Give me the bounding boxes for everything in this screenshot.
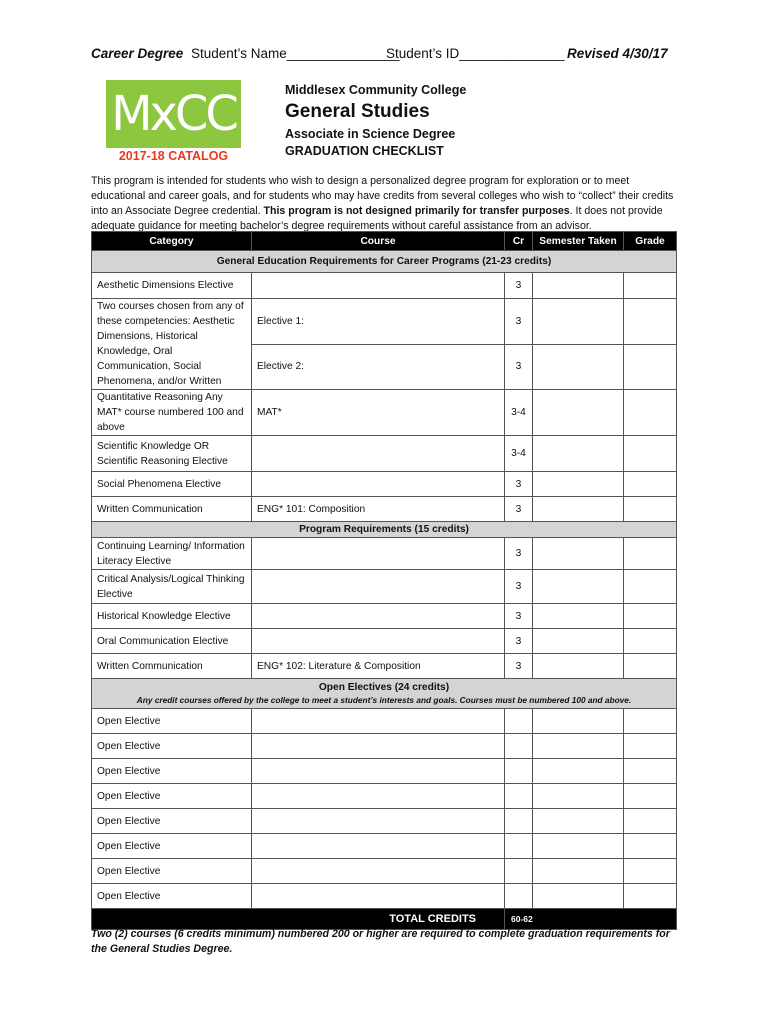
intro-text-bold: This program is not designed primarily for transfer purposes — [263, 205, 570, 217]
table-row — [92, 859, 677, 884]
row-semester[interactable] — [533, 759, 624, 784]
row-grade[interactable] — [624, 629, 677, 654]
row-semester[interactable] — [533, 629, 624, 654]
row-cr[interactable] — [505, 884, 533, 909]
row-cr: 3-4 — [505, 436, 533, 472]
row-course[interactable] — [252, 709, 505, 734]
row-course[interactable] — [252, 436, 505, 472]
row-semester[interactable] — [533, 654, 624, 679]
intro-paragraph — [91, 174, 681, 234]
row-course[interactable]: MAT* — [252, 390, 505, 436]
row-course[interactable] — [252, 629, 505, 654]
table-row — [92, 809, 677, 834]
row-course[interactable] — [252, 809, 505, 834]
table-row — [92, 299, 677, 345]
career-degree-label: Career Degree — [91, 46, 184, 61]
row-semester[interactable] — [533, 834, 624, 859]
row-semester[interactable] — [533, 604, 624, 629]
table-row — [92, 759, 677, 784]
open-electives-header — [92, 679, 677, 709]
row-cr: 3 — [505, 538, 533, 570]
row-course[interactable]: ENG* 102: Literature & Composition — [252, 654, 505, 679]
row-category: Written Communication — [92, 497, 252, 522]
row-course[interactable] — [252, 859, 505, 884]
row-semester[interactable] — [533, 273, 624, 299]
row-grade[interactable] — [624, 734, 677, 759]
row-grade[interactable] — [624, 273, 677, 299]
degree-type: Associate in Science Degree — [285, 127, 456, 141]
footnote: Two (2) courses (6 credits minimum) numbered 200 or higher are required to complete graduation requirements for the General Studies Degree. — [91, 928, 670, 955]
row-category: Historical Knowledge Elective — [92, 604, 252, 629]
col-grade: Grade — [624, 232, 677, 251]
open-electives-title: Open Electives (24 credits) — [318, 681, 450, 693]
table-row — [92, 273, 677, 299]
row-course[interactable]: Elective 2: — [252, 344, 505, 390]
row-semester[interactable] — [533, 299, 624, 345]
row-grade[interactable] — [624, 784, 677, 809]
row-semester[interactable] — [533, 709, 624, 734]
table-row — [92, 734, 677, 759]
table-row — [92, 472, 677, 497]
row-semester[interactable] — [533, 809, 624, 834]
row-grade[interactable] — [624, 859, 677, 884]
row-category: Aesthetic Dimensions Elective — [92, 273, 252, 299]
table-row — [92, 784, 677, 809]
row-semester[interactable] — [533, 859, 624, 884]
row-semester[interactable] — [533, 436, 624, 472]
row-category: Open Elective — [92, 784, 252, 809]
row-semester[interactable] — [533, 497, 624, 522]
col-cr: Cr — [505, 232, 533, 251]
row-category: Open Elective — [92, 759, 252, 784]
row-grade[interactable] — [624, 709, 677, 734]
row-course[interactable]: Elective 1: — [252, 299, 505, 345]
row-category: Written Communication — [92, 654, 252, 679]
row-course[interactable] — [252, 538, 505, 570]
row-semester[interactable] — [533, 884, 624, 909]
open-electives-note: Any credit courses offered by the college to meet a student’s interests and goals. Courses must be numbered 100 and above. — [136, 694, 632, 705]
logo-text: MxCC — [111, 86, 236, 142]
row-course[interactable] — [252, 834, 505, 859]
row-course[interactable] — [252, 472, 505, 497]
student-id-field[interactable]: Student’s ID______________ — [386, 46, 565, 61]
row-category: Critical Analysis/Logical Thinking Elective — [92, 570, 252, 604]
row-course[interactable]: ENG* 101: Composition — [252, 497, 505, 522]
row-semester[interactable] — [533, 390, 624, 436]
row-category: Oral Communication Elective — [92, 629, 252, 654]
total-label: TOTAL CREDITS — [92, 909, 505, 930]
checklist-table — [91, 231, 677, 930]
row-cr[interactable] — [505, 834, 533, 859]
row-cr[interactable] — [505, 709, 533, 734]
college-name: Middlesex Community College — [285, 83, 467, 97]
row-cr: 3 — [505, 299, 533, 345]
row-grade[interactable] — [624, 299, 677, 345]
row-cr: 3 — [505, 344, 533, 390]
table-row — [92, 390, 677, 436]
row-category: Open Elective — [92, 834, 252, 859]
row-cr: 3 — [505, 273, 533, 299]
row-course[interactable] — [252, 884, 505, 909]
col-course: Course — [252, 232, 505, 251]
table-row — [92, 834, 677, 859]
row-cr: 3 — [505, 654, 533, 679]
row-grade[interactable] — [624, 390, 677, 436]
row-cr[interactable] — [505, 809, 533, 834]
program-title: General Studies — [285, 101, 430, 122]
catalog-year: 2017-18 CATALOG — [118, 149, 229, 163]
table-row — [92, 709, 677, 734]
checklist-title: GRADUATION CHECKLIST — [285, 144, 444, 158]
row-category: Continuing Learning/ Information Literacy Elective — [92, 538, 252, 570]
col-semester: Semester Taken — [533, 232, 624, 251]
table-row — [92, 629, 677, 654]
row-grade[interactable] — [624, 344, 677, 390]
row-cr: 3 — [505, 472, 533, 497]
col-category: Category — [92, 232, 252, 251]
row-cr: 3-4 — [505, 390, 533, 436]
row-category: Open Elective — [92, 709, 252, 734]
row-semester[interactable] — [533, 344, 624, 390]
table-row — [92, 654, 677, 679]
row-semester[interactable] — [533, 570, 624, 604]
row-category: Open Elective — [92, 809, 252, 834]
row-grade[interactable] — [624, 759, 677, 784]
row-cr[interactable] — [505, 734, 533, 759]
row-course[interactable] — [252, 784, 505, 809]
row-cr: 3 — [505, 570, 533, 604]
row-category: Quantitative Reasoning Any MAT* course numbered 100 and above — [92, 390, 252, 436]
total-value: 60-62 — [505, 909, 677, 930]
student-name-field[interactable]: Student’s Name_______________ — [191, 46, 400, 61]
row-cr: 3 — [505, 497, 533, 522]
table-row — [92, 436, 677, 472]
row-grade[interactable] — [624, 884, 677, 909]
intro-text-2: . It does not provide adequate guidance for meeting bachelor’s degree requirements without careful assistance from an advisor. — [91, 205, 663, 232]
row-semester[interactable] — [533, 784, 624, 809]
row-course[interactable] — [252, 734, 505, 759]
row-grade[interactable] — [624, 472, 677, 497]
row-grade[interactable] — [624, 809, 677, 834]
table-row — [92, 604, 677, 629]
gen-ed-header: General Education Requirements for Career Programs (21-23 credits) — [92, 251, 677, 273]
table-row — [92, 884, 677, 909]
row-grade[interactable] — [624, 570, 677, 604]
row-category: Scientific Knowledge OR Scientific Reasoning Elective — [92, 436, 252, 472]
revised-date: Revised 4/30/17 — [567, 46, 668, 61]
mxcc-logo — [106, 80, 241, 148]
intro-text-1: This program is intended for students who wish to design a personalized degree program for exploration or to meet educational and career goals, and for students who may have credits from several colleges who wish to “collect” their credits into an Associate Degree credential. — [91, 175, 674, 217]
row-category: Two courses chosen from any of these competencies: Aesthetic Dimensions, Historical Knowledge, Oral Communication, Social Phenomena, and/or Written — [92, 299, 252, 390]
row-grade[interactable] — [624, 436, 677, 472]
table-row — [92, 538, 677, 570]
row-course[interactable] — [252, 759, 505, 784]
row-course[interactable] — [252, 570, 505, 604]
row-semester[interactable] — [533, 472, 624, 497]
row-course[interactable] — [252, 604, 505, 629]
table-row — [92, 497, 677, 522]
row-cr[interactable] — [505, 784, 533, 809]
row-grade[interactable] — [624, 654, 677, 679]
row-category: Open Elective — [92, 734, 252, 759]
row-grade[interactable] — [624, 604, 677, 629]
row-cr[interactable] — [505, 859, 533, 884]
row-cr[interactable] — [505, 759, 533, 784]
row-semester[interactable] — [533, 538, 624, 570]
row-category: Open Elective — [92, 884, 252, 909]
open-elective-rows — [92, 709, 677, 909]
row-course[interactable] — [252, 273, 505, 299]
row-cr: 3 — [505, 604, 533, 629]
row-grade[interactable] — [624, 497, 677, 522]
row-grade[interactable] — [624, 538, 677, 570]
row-category: Open Elective — [92, 859, 252, 884]
row-cr: 3 — [505, 629, 533, 654]
row-semester[interactable] — [533, 734, 624, 759]
row-category: Social Phenomena Elective — [92, 472, 252, 497]
row-grade[interactable] — [624, 834, 677, 859]
program-header: Program Requirements (15 credits) — [92, 522, 677, 538]
table-row — [92, 570, 677, 604]
